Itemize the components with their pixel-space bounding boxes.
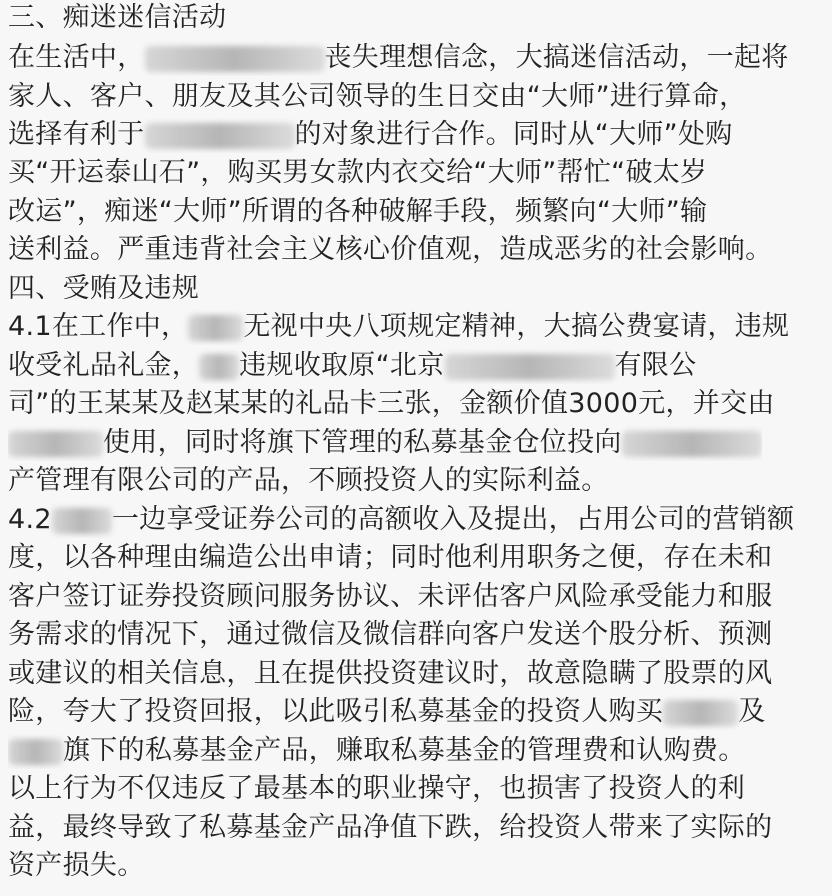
text-line-18 <box>8 656 772 692</box>
redacted-name <box>52 508 112 534</box>
line-text: 资产损失。 <box>8 850 145 881</box>
line-text: 送利益。严重违背社会主义核心价值观，造成恶劣的社会影响。 <box>8 234 773 265</box>
redacted-name <box>145 46 325 72</box>
text-line-15 <box>8 540 772 576</box>
line-text-end: 无视中央八项规定精神，大搞公费宴请，违规 <box>243 311 790 342</box>
redacted-text <box>145 123 295 149</box>
line-text-end: 及 <box>738 696 766 727</box>
text-line-14 <box>8 502 794 538</box>
section-heading-bribery: 四、受贿及违规 <box>8 273 200 304</box>
line-text-end: 一边享受证券公司的高额收入及提出，占用公司的营销额 <box>111 504 795 535</box>
redacted-company <box>445 354 615 380</box>
line-text: 务需求的情况下，通过微信及微信群向客户发送个股分析、预测 <box>8 619 773 650</box>
text-line-22 <box>8 810 772 846</box>
line-text: 司”的王某某及赵某某的礼品卡三张，金额价值3000元，并交由 <box>8 388 775 419</box>
text-line-4 <box>8 117 733 153</box>
redacted-name <box>188 315 243 341</box>
text-line-10 <box>8 348 696 384</box>
text-line-11 <box>8 386 775 422</box>
section-heading-superstition: 三、痴迷迷信活动 <box>8 2 227 33</box>
text-line-7 <box>8 232 772 268</box>
line-text: 以上行为不仅违反了最基本的职业操守，也损害了投资人的利 <box>8 773 746 804</box>
line-text-end: 旗下的私募基金产品，赚取私募基金的管理费和认购费。 <box>63 735 746 766</box>
line-text: 改运”，痴迷“大师”所谓的各种破解手段，频繁向“大师”输 <box>8 196 708 227</box>
text-line-8 <box>8 271 199 307</box>
redacted-company <box>8 739 63 765</box>
line-text-start: 收受礼品礼金， <box>8 350 200 381</box>
text-line-13 <box>8 463 609 499</box>
text-line-1 <box>8 0 226 36</box>
line-text-start: 选择有利于 <box>8 119 145 150</box>
line-text: 买“开运泰山石”，购买男女款内衣交给“大师”帮忙“破太岁 <box>8 157 708 188</box>
line-text-mid: 违规收取原“北京 <box>239 350 445 381</box>
text-line-2 <box>8 40 789 76</box>
text-line-5 <box>8 155 707 191</box>
line-text-end: 丧失理想信念，大搞迷信活动，一起将 <box>324 42 789 73</box>
line-text-start: 4.1在工作中， <box>8 311 189 342</box>
text-line-12 <box>8 425 762 461</box>
text-line-23 <box>8 848 145 884</box>
redacted-name <box>199 354 239 380</box>
redacted-name <box>663 700 738 726</box>
line-text: 产管理有限公司的产品，不顾投资人的实际利益。 <box>8 465 609 496</box>
redacted-name <box>8 431 103 457</box>
line-text: 或建议的相关信息，且在提供投资建议时，故意隐瞒了股票的风 <box>8 658 773 689</box>
line-text: 客户签订证券投资顾问服务协议、未评估客户风险承受能力和服 <box>8 581 773 612</box>
text-line-3 <box>8 79 746 115</box>
text-line-9 <box>8 309 789 345</box>
line-text-end: 有限公 <box>614 350 697 381</box>
line-text: 度，以各种理由编造公出申请；同时他利用职务之便，存在未和 <box>8 542 773 573</box>
line-text-end: 的对象进行合作。同时从“大师”处购 <box>294 119 733 150</box>
text-line-20 <box>8 733 746 769</box>
line-text-start: 4.2 <box>8 504 52 535</box>
text-line-17 <box>8 617 772 653</box>
line-text-mid: 使用，同时将旗下管理的私募基金仓位投向 <box>103 427 622 458</box>
line-text-start: 险，夸大了投资回报，以此吸引私募基金的投资人购买 <box>8 696 664 727</box>
redacted-company <box>622 431 762 457</box>
line-text: 家人、客户、朋友及其公司领导的生日交由“大师”进行算命， <box>8 81 747 112</box>
text-line-16 <box>8 579 772 615</box>
line-text: 益，最终导致了私募基金产品净值下跌，给投资人带来了实际的 <box>8 812 773 843</box>
text-line-21 <box>8 771 745 807</box>
text-line-19 <box>8 694 766 730</box>
line-text-start: 在生活中， <box>8 42 145 73</box>
text-line-6 <box>8 194 707 230</box>
